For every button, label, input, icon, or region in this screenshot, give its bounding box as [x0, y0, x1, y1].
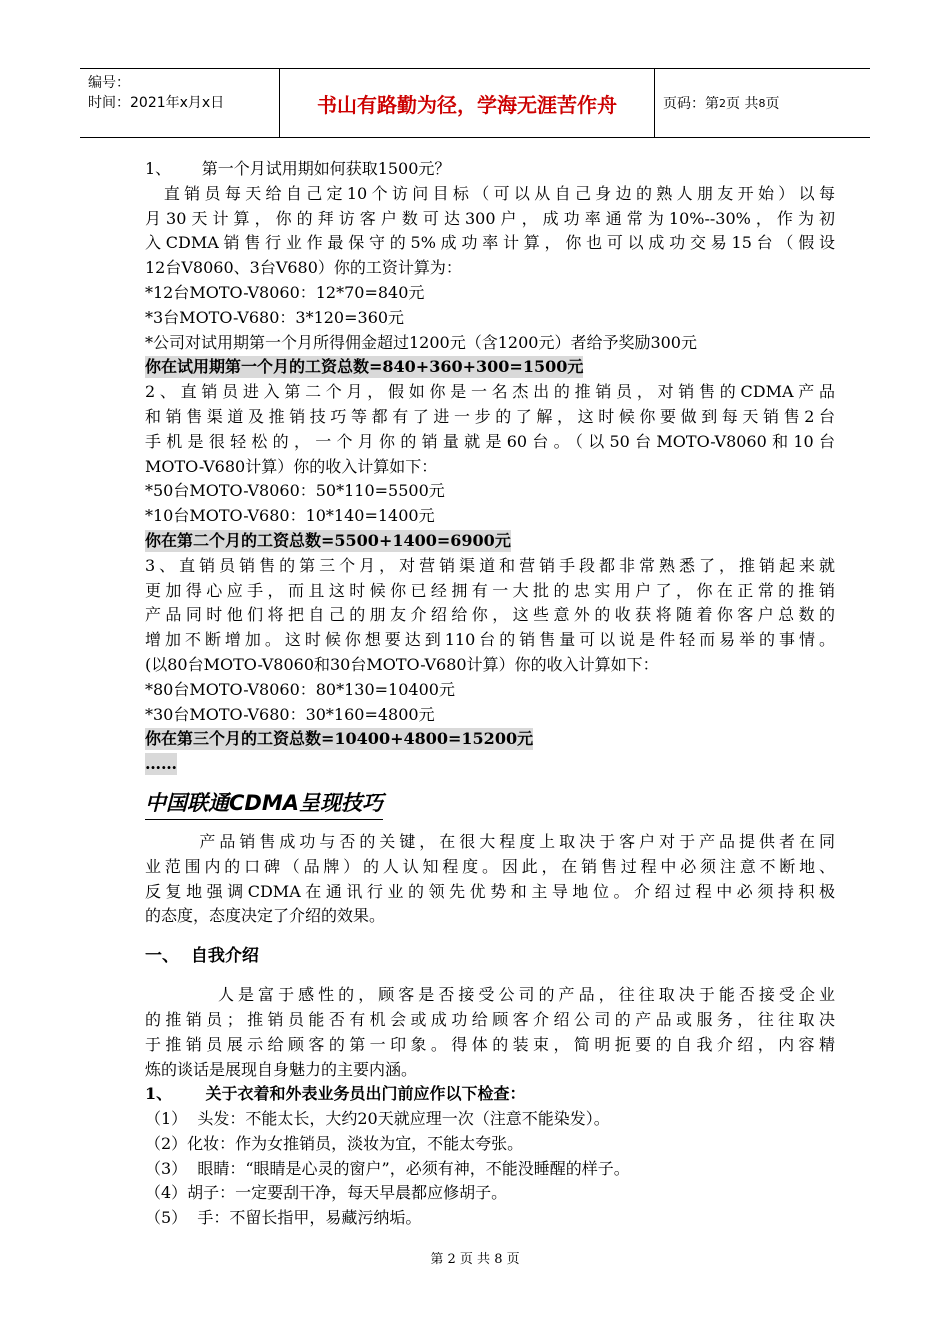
- calc-item: *3台MOTO-V680：3*120=360元: [145, 307, 405, 327]
- self-intro-line: 于推销员展示给顾客的第一印象。得体的装束，简明扼要的自我介绍，内容精: [145, 1034, 835, 1054]
- calc-item: *12台MOTO-V8060：12*70=840元: [145, 282, 425, 302]
- calc-item: *公司对试用期第一个月所得佣金超过1200元（含1200元）者给予奖励300元: [145, 332, 697, 352]
- intro-line: 业范围内的口碑（品牌）的人认知程度。因此，在销售过程中必须注意不断地、: [145, 856, 835, 876]
- calc-item: *50台MOTO-V8060：50*110=5500元: [145, 481, 445, 501]
- header-motto: 书山有路勤为径，学海无涯苦作舟: [280, 69, 655, 137]
- intro-line: 反复地强调CDMA在通讯行业的领先优势和主导地位。介绍过程中必须持积极: [145, 881, 835, 901]
- paragraph-line: 更加得心应手，而且这时候你已经拥有一大批的忠实用户了，你在正常的推销: [145, 580, 835, 600]
- check-item: （2）化妆：作为女推销员，淡妆为宜，不能太夸张。: [145, 1133, 524, 1153]
- document-body: [145, 157, 835, 1231]
- page-footer: 第 2 页 共 8 页: [430, 1252, 520, 1267]
- page-total: 8: [758, 96, 766, 110]
- check-item: （3） 眼睛：“眼睛是心灵的窗户”，必须有神，不能没睡醒的样子。: [145, 1158, 630, 1178]
- month3-total: 你在第三个月的工资总数=10400+4800=15200元: [145, 729, 534, 749]
- subsection-title: 一、 自我介绍: [145, 946, 259, 967]
- check-item: （1） 头发：不能太长，大约20天就应理一次（注意不能染发）。: [145, 1109, 610, 1129]
- section-title: 中国联通CDMA呈现技巧: [145, 787, 383, 820]
- intro-line: 的态度，态度决定了介绍的效果。: [145, 906, 386, 926]
- page-prefix: 页码：第: [663, 96, 719, 112]
- paragraph-line: 3、直销员销售的第三个月，对营销渠道和营销手段都非常熟悉了，推销起来就: [145, 555, 835, 575]
- page-mid: 页 共: [726, 96, 759, 112]
- header-page-info: [655, 69, 870, 137]
- calc-item: *10台MOTO-V680：10*140=1400元: [145, 506, 435, 526]
- self-intro-line: 炼的谈话是展现自身魅力的主要内涵。: [145, 1059, 418, 1079]
- paragraph-line: (以80台MOTO-V8060和30台MOTO-V680计算）你的收入计算如下：: [145, 654, 659, 674]
- calc-item: *80台MOTO-V8060：80*130=10400元: [145, 679, 455, 699]
- self-intro-line: 人是富于感性的，顾客是否接受公司的产品，往往取决于能否接受企业: [145, 985, 835, 1005]
- paragraph-line: 入CDMA销售行业作最保守的5%成功率计算，你也可以成功交易15台（假设: [145, 233, 835, 253]
- check-heading: 1、 关于衣着和外表业务员出门前应作以下检查：: [145, 1084, 526, 1104]
- paragraph-line: 产品同时他们将把自己的朋友介绍给你，这些意外的收获将随着你客户总数的: [145, 605, 835, 625]
- paragraph-line: 12台V8060、3台V680）你的工资计算为：: [145, 258, 462, 278]
- page-header: [80, 68, 870, 138]
- paragraph-line: 直销员每天给自己定10个访问目标（可以从自己身边的熟人朋友开始）以每: [145, 183, 835, 203]
- page-number: 2: [719, 96, 726, 110]
- calc-item: *30台MOTO-V680：30*160=4800元: [145, 704, 435, 724]
- paragraph-line: 月30天计算，你的拜访客户数可达300户，成功率通常为10%--30%，作为初: [145, 208, 835, 228]
- header-meta: [80, 69, 280, 137]
- intro-line: 产品销售成功与否的关键，在很大程度上取决于客户对于产品提供者在同: [145, 831, 835, 851]
- check-item: （5） 手：不留长指甲，易藏污纳垢。: [145, 1208, 422, 1228]
- page-suffix: 页: [765, 96, 780, 112]
- paragraph-line: 手机是很轻松的，一个月你的销量就是60台。（以50台MOTO-V8060和10台: [145, 431, 835, 451]
- self-intro-line: 的推销员；推销员能否有机会或成功给顾客介绍公司的产品或服务，往往取决: [145, 1009, 835, 1029]
- paragraph-line: MOTO-V680计算）你的收入计算如下：: [145, 456, 438, 476]
- doc-time-label: 时间：2021年x月x日: [88, 95, 225, 111]
- check-item: （4）胡子：一定要刮干净，每天早晨都应修胡子。: [145, 1183, 508, 1203]
- q1-heading: 1、 第一个月试用期如何获取1500元？: [145, 159, 451, 178]
- ellipsis: ……: [145, 754, 177, 774]
- paragraph-line: 和销售渠道及推销技巧等都有了进一步的了解，这时候你要做到每天销售2台: [145, 406, 835, 426]
- paragraph-line: 2、直销员进入第二个月，假如你是一名杰出的推销员，对销售的CDMA产品: [145, 382, 835, 402]
- month1-total: 你在试用期第一个月的工资总数=840+360+300=1500元: [145, 357, 584, 377]
- month2-total: 你在第二个月的工资总数=5500+1400=6900元: [145, 530, 511, 550]
- doc-number-label: 编号：: [88, 75, 130, 91]
- paragraph-line: 增加不断增加。这时候你想要达到110台的销售量可以说是件轻而易举的事情。: [145, 630, 835, 650]
